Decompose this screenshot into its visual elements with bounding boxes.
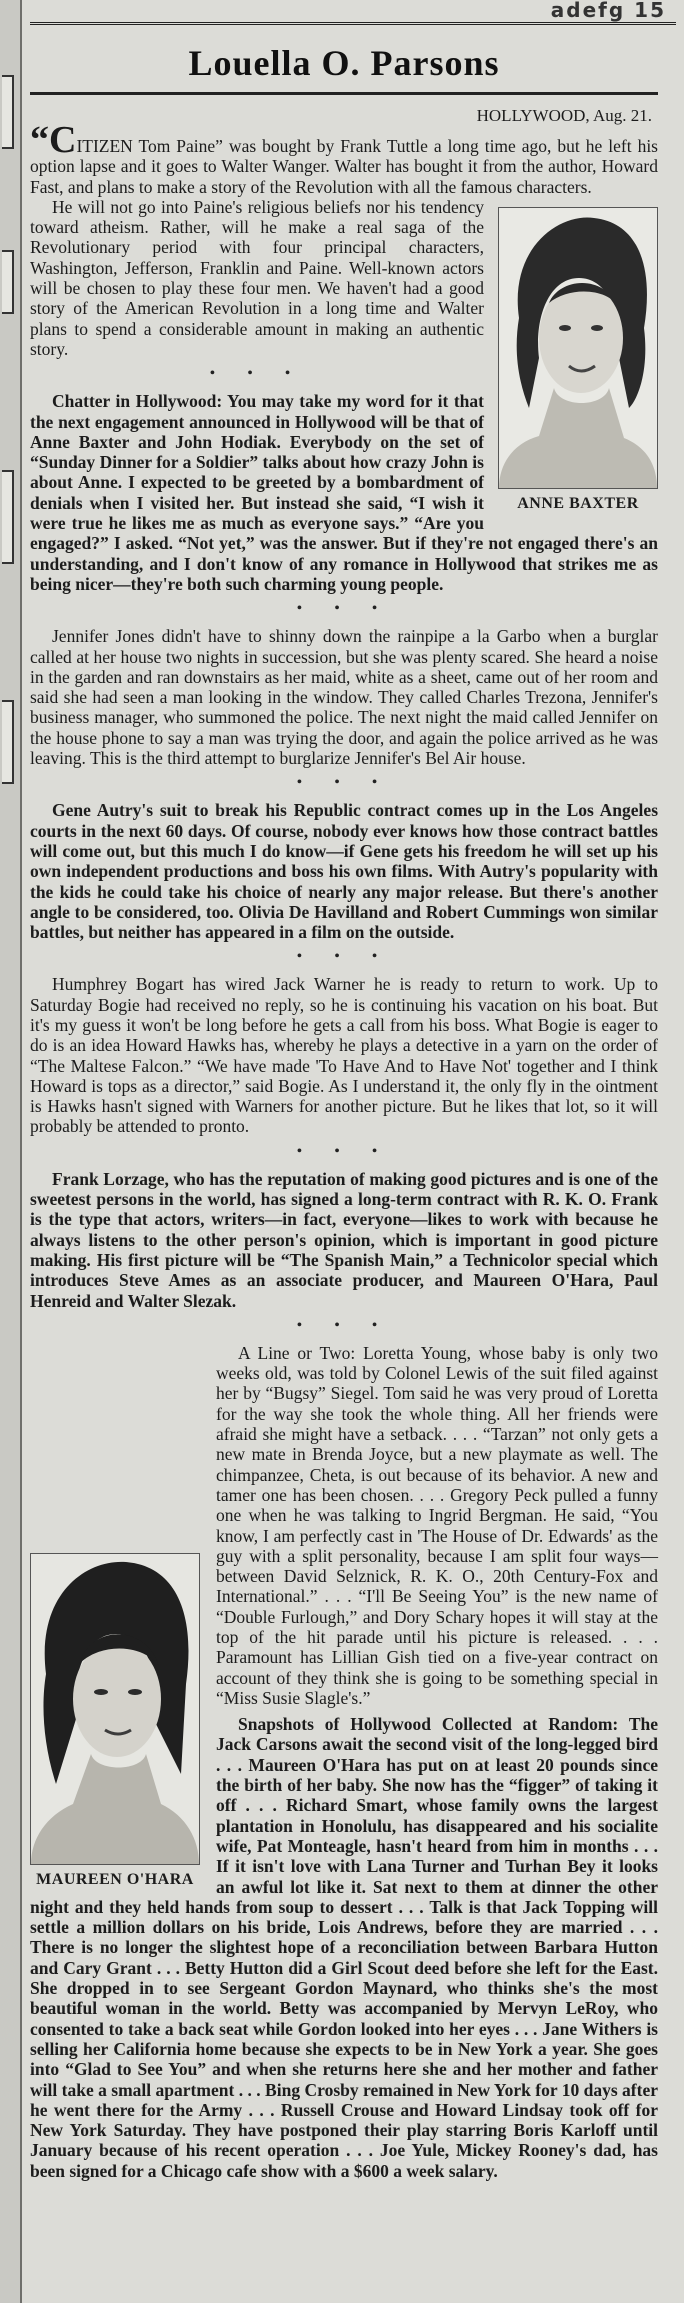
headline-rule — [30, 92, 658, 95]
paragraph-jennifer-jones: Jennifer Jones didn't have to shinny down the rainpipe a la Garbo when a burglar called at her house two nights in succession, but she was plenty scared. She heard a noise in the garden and ran downstairs as her maid, white as a sheet, came out of her room and said she had seen a man looking in the window. They called Charles Trezona, Jennifer's business manager, who summoned the police. The next night the maid called Jennifer on the house phone to say a man was trying the door, and again the police arrived as he was leaving. This is the third attempt to burglarize Jennifer's Bel Air house. — [30, 626, 658, 769]
section-separator: • • • — [296, 1316, 392, 1334]
maureen-ohara-photo — [30, 1553, 200, 1865]
photo-anne-baxter-block — [498, 207, 658, 513]
photo-maureen-ohara-block — [30, 1553, 200, 1889]
portrait-icon — [31, 1554, 199, 1864]
section-separator: • • • — [296, 600, 392, 618]
section-separator: • • • — [209, 365, 305, 383]
dateline: HOLLYWOOD, Aug. 21. — [476, 106, 652, 125]
photo-caption: MAUREEN O'HARA — [36, 1870, 194, 1888]
paragraph-snapshots: Snapshots of Hollywood Collected at Random: The Jack Carsons await the second visit of the long-legged bird . . . Maureen O'Hara has put on at least 20 pounds since the birth of her baby. She now has the “figger” of taking it off . . . Richard Smart, whose family owns the largest plantation in Honolulu, has disappeared and his socialite wife, Pat Monteagle, hasn't heard from him in months . . . If it isn't love with Lana Turner and Turhan Bey it looks an awful lot like it. Sat next to them at dinner the other night and they held hands from soup to dessert . . . Talk is that Jack Topping will settle a million dollars on his bride, Lois Andrews, before they are married . . . There is no longer the slightest hope of a reconciliation between Barbara Hutton and Cary Grant . . . Betty Hutton did a Girl Scout deed before she left for the East. She dropped in to see Sergeant Gordon Maynard, who thinks she's the most beautiful woman in the world. Betty was accompanied by Mervyn LeRoy, who consented to take a back seat while Gordon looked into her eyes . . . Jane Withers is selling her California home because she expects to be in New York a year. She goes into “Glad to See You” and when she returns here she and her mother and father will take a small apartment . . . Bing Crosby remained in New York for 10 days after he went there for the Army . . . Russell Crouse and Howard Lindsay took off for New York Saturday. They have postponed their play starring Boris Karloff until January because of his recent operation . . . Joe Yule, Mickey Rooney's dad, has been signed for a Chicago cafe show with a $600 a week salary. — [30, 1714, 658, 2181]
section-separator: • • • — [296, 774, 392, 792]
adjacent-column-fragment — [2, 700, 14, 784]
paragraph-gene-autry: Gene Autry's suit to break his Republic contract comes up in the Los Angeles courts in the next 60 days. Of course, nobody ever knows how those contract battles will come out, but this much I do know—if Gene gets his freedom he will set up his own independent productions and boss his own films. With Autry's popularity with the kids he could take his choice of nearly any major release. But there's another angle to be considered, too. Olivia De Havilland and Robert Cummings won similar battles, but neither has appeared in a film on the outside. — [30, 800, 658, 943]
anne-baxter-photo — [498, 207, 658, 489]
section-separator: • • • — [296, 948, 392, 966]
adjacent-column-fragment — [2, 250, 14, 314]
paragraph-chatter: Chatter in Hollywood: You may take my word for it that the next engagement announced in Hollywood will be that of Anne Baxter and John Hodiak. Everybody on the set of “Sunday Dinner for a Soldier” talks about how crazy John is about Anne. I expected to be greeted by a bombardment of denials when I visited her. But instead she said, “I wish it were true he likes me as much as everyone says.” “Are you engaged?” I asked. “Not yet,” was the answer. But if they're not engaged there's an understanding, and I don't know of any romance in Hollywood that strikes me as being nicer—they're both such charming young people. — [30, 391, 658, 594]
photo-caption: ANNE BAXTER — [517, 494, 639, 512]
portrait-icon — [499, 208, 657, 488]
paragraph-paine: “CITIZEN Tom Paine” was bought by Frank Tuttle a long time ago, but he left his option lapse and it goes to Walter Wanger. Walter has bought it from the author, Howard Fast, and plans to make a story of the Revolution with all the famous characters. — [30, 119, 658, 197]
paragraph-line-or-two: A Line or Two: Loretta Young, whose baby is only two weeks old, was told by Colonel Lewis of the suit filed against her by “Bugsy” Siegel. Tom said he was very proud of Loretta for the way she took the whole thing. All her friends were afraid she might have a setback. . . . “Tarzan” not only gets a new mate in Brenda Joyce, but a new playmate as well. The chimpanzee, Cheta, is out because of its behavior. A new and tamer one has been chosen. . . . Gregory Peck pulled a funny one when he was talking to Ingrid Bergman. He said, “You know, I am perfectly cast in 'The House of Dr. Edwards' as the guy with a split personality, because I am split four ways—between David Selznick, R. K. O., 20th Century-Fox and International.” . . . “I'll Be Seeing You” is the new name of “Double Furlough,” and Dory Schary hopes it will stay at the top of the hit parade until his picture is released. . . . Paramount has Lillian Gish tied on a five-year contract on account of they think she is going to be something special in “Miss Susie Slagle's.” — [216, 1342, 658, 1708]
paragraph-bogart: Humphrey Bogart has wired Jack Warner he is ready to return to work. Up to Saturday Bogie had received no reply, so he is continuing his vacation on his boat. But it's my guess it won't be long before he gets a call from his boss. What Bogie is eager to do is an idea Howard Hawks has, whereby he plays a detective in a yarn on the order of “The Maltese Falcon.” “We have made 'To Have And to Have Not' together and I think Howard is tops as a director,” said Bogie. As I understand it, the only fly in the ointment is Hawks hasn't signed with Warners for another picture. But he likes that lot, so it will probably be attended to pronto. — [30, 974, 658, 1137]
adjacent-page-edge — [0, 0, 22, 2303]
page-number: adefg 15 — [550, 0, 666, 22]
adjacent-column-fragment — [2, 75, 14, 149]
paragraph-lorzage: Frank Lorzage, who has the reputation of making good pictures and is one of the sweetest persons in the world, has signed a long-term contract with R. K. O. Frank is the type that actors, writers—in fact, everyone—likes to work with because he always listens to the other person's opinion, which is important in good picture making. His first picture will be “The Spanish Main,” a Technicolor special which introduces Steve Ames as an associate producer, and Maureen O'Hara, Paul Henreid and Walter Slezak. — [30, 1168, 658, 1311]
gossip-column — [30, 30, 658, 2181]
page-header — [30, 0, 676, 25]
column-headline: Louella O. Parsons — [188, 43, 500, 83]
paragraph-paine-cont: He will not go into Paine's religious beliefs nor his tendency toward atheism. Rather, will he make a real saga of the Revolutionary period with four principal characters, Washington, Jefferson, Franklin and Paine. Well-known actors will be chosen to play these four men. We haven't had a good story of the American Revolution in a long time and Walter plans to spend a considerable amount in making an authentic story. — [30, 196, 484, 359]
drop-cap: “C — [30, 119, 77, 161]
adjacent-column-fragment — [2, 470, 14, 564]
section-separator: • • • — [296, 1142, 392, 1160]
